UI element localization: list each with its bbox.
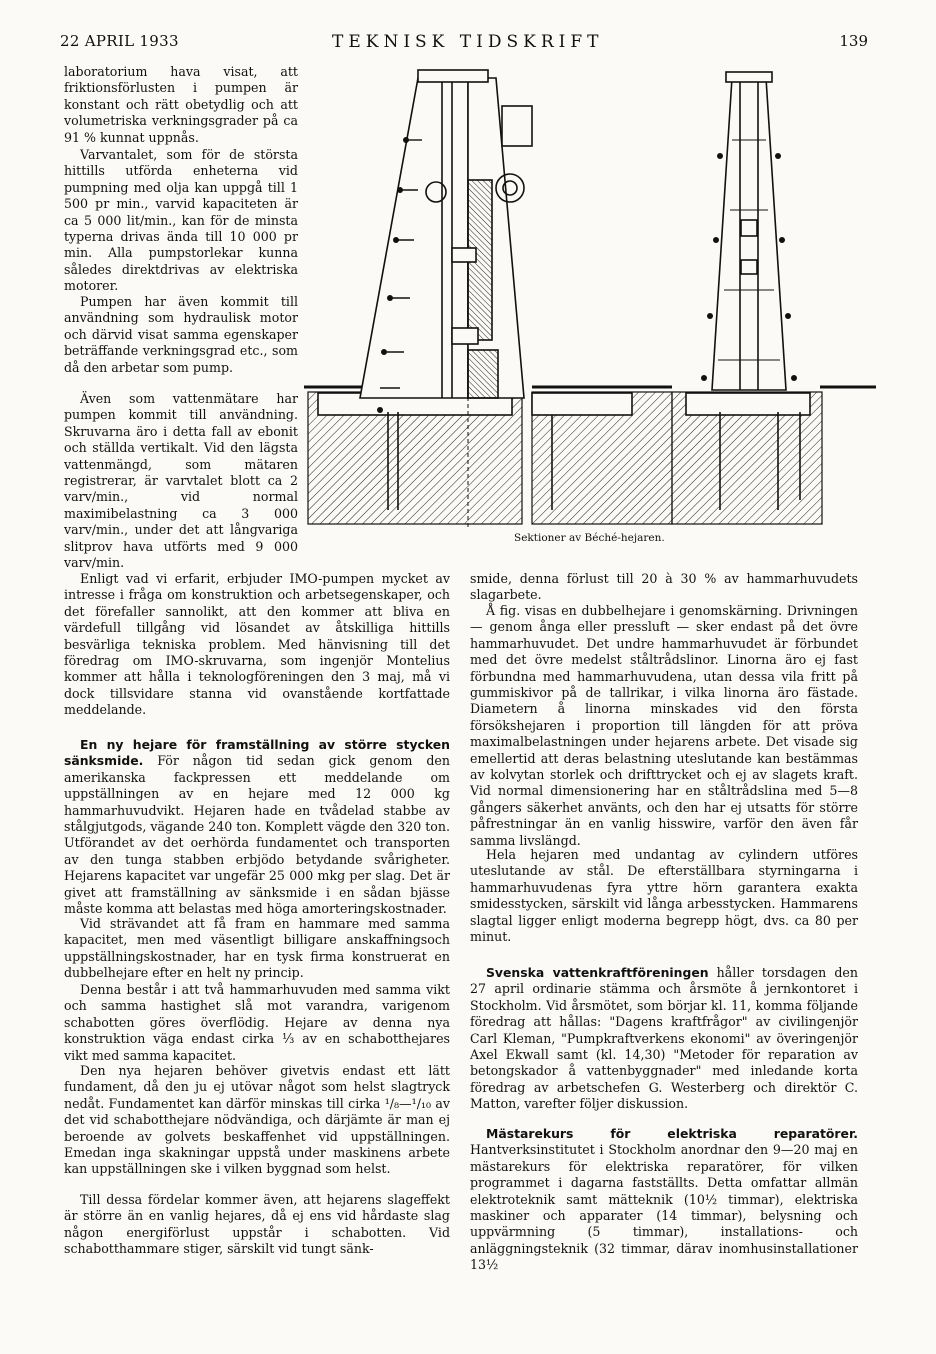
paragraph-right-3: Hela hejaren med undantag av cylindern utföres uteslutande av stål. De efterställbara styrningarna i hammarhuvudenas fyra yttre hörn garantera exakta smidesstycken, särskilt vid långa arbesstycken. Hammarens slagtal ligger enligt moderna begrepp högt, dvs. ca 80 per minut. (470, 847, 858, 945)
figure-caption: Sektioner av Béché-hejaren. (514, 532, 665, 544)
issue-date: 22 APRIL 1933 (60, 32, 179, 50)
mastarekurs-text: Hantverksinstitutet i Stockholm anordnar den 9—20 maj en mästarekurs för elektriska reparatörer, för vilken programmet i dagarna fastställts. Detta omfattar allmän elektroteknik samt mätteknik (10½ timmar), elektriska maskiner och apparater (14 timmar), belysning och uppvärmning (5 timmar), installations- och anläggningsteknik (32 timmar, därav inomhusinstallationer 13½ (470, 1142, 858, 1273)
paragraph-hejare-1: Vid strävandet att få fram en hammare med samma kapacitet, men med väsentligt billigare anskaffningsoch uppställningskostnader, har en tysk firma konstruerat en dubbelhejare efter en helt ny princip. (64, 916, 450, 981)
journal-title: TEKNISK TIDSKRIFT (332, 32, 604, 52)
paragraph-hydraulic-motor: Pumpen har även kommit till användning som hydraulisk motor och därvid visat samma egenskaper beträffande verkningsgrad etc., som då den arbetar som pump. (64, 294, 298, 375)
paragraph-hejare-3: Den nya hejaren behöver givetvis endast ett lätt fundament, då den ju ej utövar något som helst slagtryck nedåt. Fundamentet kan därför minskas till cirka ¹/₈—¹/₁₀ av det vid schabotthejare nödvändiga, och därjämte är man ej beroende av golvets beskaffenhet vid uppställningen. Emedan inga skakningar uppstå under maskinens arbete kan uppställningen ske i vilken byggnad som helst. (64, 1063, 450, 1177)
bechehejare-section-drawing (300, 60, 876, 530)
article-hejare-intro (64, 737, 450, 917)
paragraph-water-meter: Även som vattenmätare har pumpen kommit till användning. Skruvarna äro i detta fall av ebonit och ställda vertikalt. Vid den lägsta vattenmängd, som mätaren registrerar, är varvtalet blott ca 2 varv/min., vid normal maximibelastning ca 3 000 varv/min., under det att långvariga slitprov hava utförts med 9 000 varv/min. (64, 391, 298, 571)
paragraph-hejare-2: Denna består i att två hammarhuvuden med samma vikt och samma hastighet slå mot varandra, varigenom schabotten göres överflödig. Hejare av denna nya konstruktion väga endast cirka ⅓ av en schabotthejares vikt med samma kapacitet. (64, 982, 450, 1063)
paragraph-speed: Varvantalet, som för de största hittills utförda enheterna vid pumpning med olja kan uppgå till 1 500 pr min., varvid kapaciteten är ca 5 000 lit/min., kan för de minsta typerna drivas ända till 10 000 pr min. Alla pumpstorlekar kunna således direktdrivas av elektriska motorer. (64, 147, 298, 294)
article-heading-vattenkraft: Svenska vattenkraftföreningen (486, 965, 709, 980)
paragraph-right-2: Å fig. visas en dubbelhejare i genomskärning. Drivningen — genom ånga eller pressluft — sker endast på det övre hammarhuvudet. Det undre hammarhuvudet är förbundet med det övre medelst ståltrådslinor. Linorna äro ej fast förbundna med hammarhuvudena, utan dessa vila fritt på gummiskivor på de tallrikar, i vilka linorna äro fästade. Diametern å linorna minskades vid den första försökshejaren i proportion till längden för att pröva maximalbelastningen under hejarens arbete. Det visade sig emellertid att deras belastning uteslutande kan bestämmas av kolvytan storlek och drifttrycket och ej av slagets kraft. Vid normal dimensionering har en ståltrådslina med 5—8 gångers säkerhet använts, och den har ej utsatts för större påfrestningar än en vanlig hisswire, varför den även får samma livslängd. (470, 603, 858, 848)
article-heading-hejare: En ny hejare för framställning av större stycken sänksmide. (64, 737, 450, 769)
hejare-intro-text: För någon tid sedan gick genom den amerikanska fackpressen ett meddelande om uppställningen av en hejare med 12 000 kg hammarhuvudvikt. Hejaren hade en tvådelad stabbe av stålgjutgods, vägande 240 ton. Komplett vägde den 320 ton. Utförandet av det oerhörda fundamentet och transporten av den tunga stabben erbjödo betydande svårigheter. Hejarens kapacitet var ungefär 25 000 mkg per slag. Det är givet att framställning av sänksmide i en sådan bjässe måste komma att belastas med höga amorteringskostnader. (64, 753, 450, 917)
page-header (60, 32, 868, 54)
page-number: 139 (839, 32, 868, 50)
paragraph-right-1: smide, denna förlust till 20 à 30 % av hammarhuvudets slagarbete. (470, 571, 858, 603)
article-heading-mastarekurs: Mästarekurs för elektriska reparatörer. (486, 1126, 858, 1141)
article-mastarekurs (470, 1126, 858, 1274)
paragraph-imo-conclusion: Enligt vad vi erfarit, erbjuder IMO-pumpen mycket av intresse i fråga om konstruktion och arbetsegenskaper, och det förefaller sannolikt, att den kommer att bliva en värdefull tillgång vid lösandet av åtskilliga hittills besvärliga tekniska problem. Med hänvisning till det föredrag om IMO-skruvarna, som ingenjör Montelius kommer att hålla i teknologföreningen den 3 maj, må vi dock tillsvidare stanna vid ovanstående kortfattade meddelande. (64, 571, 450, 718)
paragraph-friction: laboratorium hava visat, att friktionsförlusten i pumpen är konstant och rätt obetydlig och att volumetriska verkningsgrader på ca 91 % kunnat uppnås. (64, 64, 298, 145)
paragraph-hejare-4: Till dessa fördelar kommer även, att hejarens slageffekt är större än en vanlig hejares, då ej ens vid hårdaste slag någon energiförlust uppstår i schabotten. Vid schabotthammare stiger, särskilt vid tungt sänk- (64, 1192, 450, 1257)
article-vattenkraft (470, 965, 858, 1113)
vattenkraft-text: håller torsdagen den 27 april ordinarie stämma och årsmöte å jernkontoret i Stockholm. Vid årsmötet, som börjar kl. 11, komma följande föredrag att hållas: "Dagens kraftfrågor" av civilingenjör Carl Kleman, "Pumpkraftverkens ekonomi" av överingenjör Axel Ekwall samt (kl. 14,30) "Metoder för reparation av betongskador å vattenbyggnader" med inledande korta föredrag av arbetschefen G. Westerberg och direktör C. Matton, varefter följer diskussion. (470, 965, 858, 1112)
